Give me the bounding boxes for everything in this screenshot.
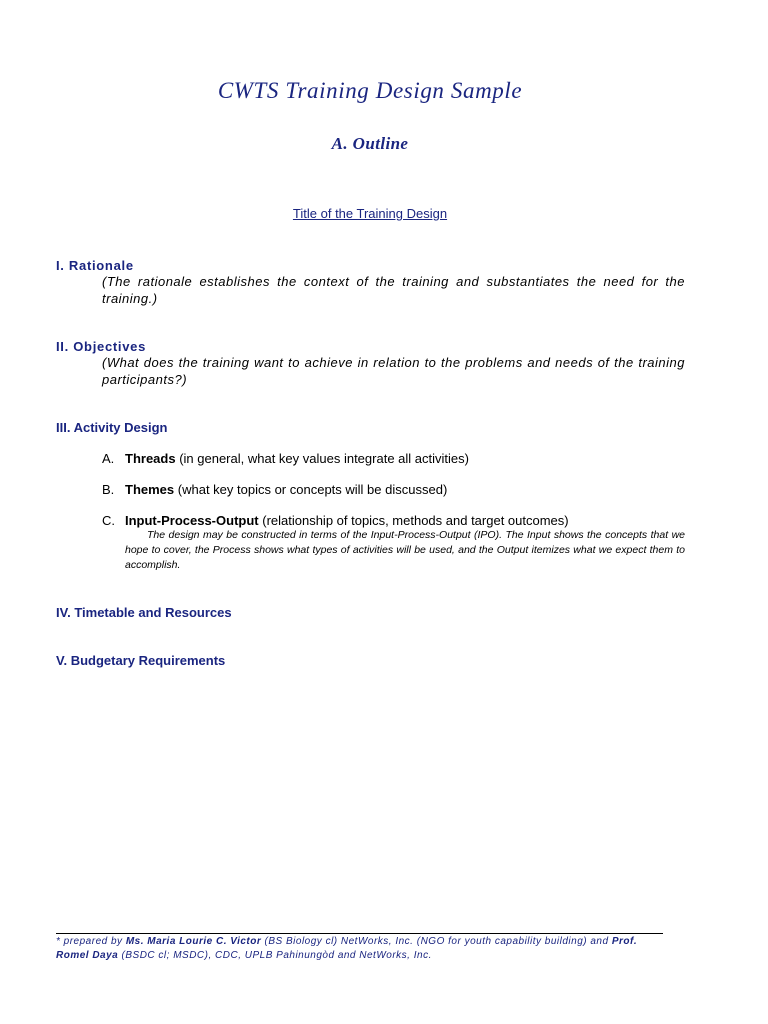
activity-item-themes: [102, 481, 702, 498]
item-description: (what key topics or concepts will be discussed): [177, 482, 448, 497]
activity-item-threads: [102, 450, 702, 467]
item-description: (relationship of topics, methods and target outcomes): [262, 513, 569, 528]
rationale-text: (The rationale establishes the context of the training and substantiates the need for the training.): [102, 274, 685, 306]
item-letter: A.: [102, 451, 115, 466]
document-subtitle: A. Outline: [331, 134, 409, 153]
item-letter: B.: [102, 482, 115, 497]
footer-credits: [56, 935, 666, 963]
footer-author-2: Prof. Romel Daya: [56, 936, 638, 961]
activity-item-ipo: [102, 512, 702, 529]
footer-prefix: * prepared by: [56, 936, 126, 947]
objectives-text: (What does the training want to achieve in relation to the problems and needs of the training participants?): [102, 355, 685, 387]
footer-author-1: Ms. Maria Lourie C. Victor: [125, 936, 262, 947]
item-description: (in general, what key values integrate all activities): [179, 451, 469, 466]
ipo-explanation: The design may be constructed in terms of the Input-Process-Output (IPO). The Input shows the concepts that we hope to cover, the Process shows what types of activities will be used, and the Output itemizes what we expect them to accomplish.: [125, 529, 685, 571]
item-letter: C.: [102, 513, 115, 528]
footer-divider: [56, 933, 663, 934]
training-design-title: Title of the Training Design: [292, 206, 448, 221]
item-term: Themes: [125, 482, 175, 497]
footer-author-1-info: (BS Biology cl) NetWorks, Inc. (NGO for youth capability building) and: [261, 936, 612, 947]
item-term: Threads: [125, 451, 176, 466]
timetable-heading: IV. Timetable and Resources: [56, 605, 232, 620]
document-title: CWTS Training Design Sample: [217, 78, 523, 103]
activity-design-heading: III. Activity Design: [56, 420, 168, 435]
footer-author-2-info: (BSDC cl; MSDC), CDC, UPLB Pahinungòd and NetWorks, Inc.: [118, 950, 432, 961]
rationale-heading: I. Rationale: [56, 258, 134, 273]
budget-heading: V. Budgetary Requirements: [56, 653, 226, 668]
item-term: Input-Process-Output: [125, 513, 259, 528]
objectives-heading: II. Objectives: [56, 339, 147, 354]
